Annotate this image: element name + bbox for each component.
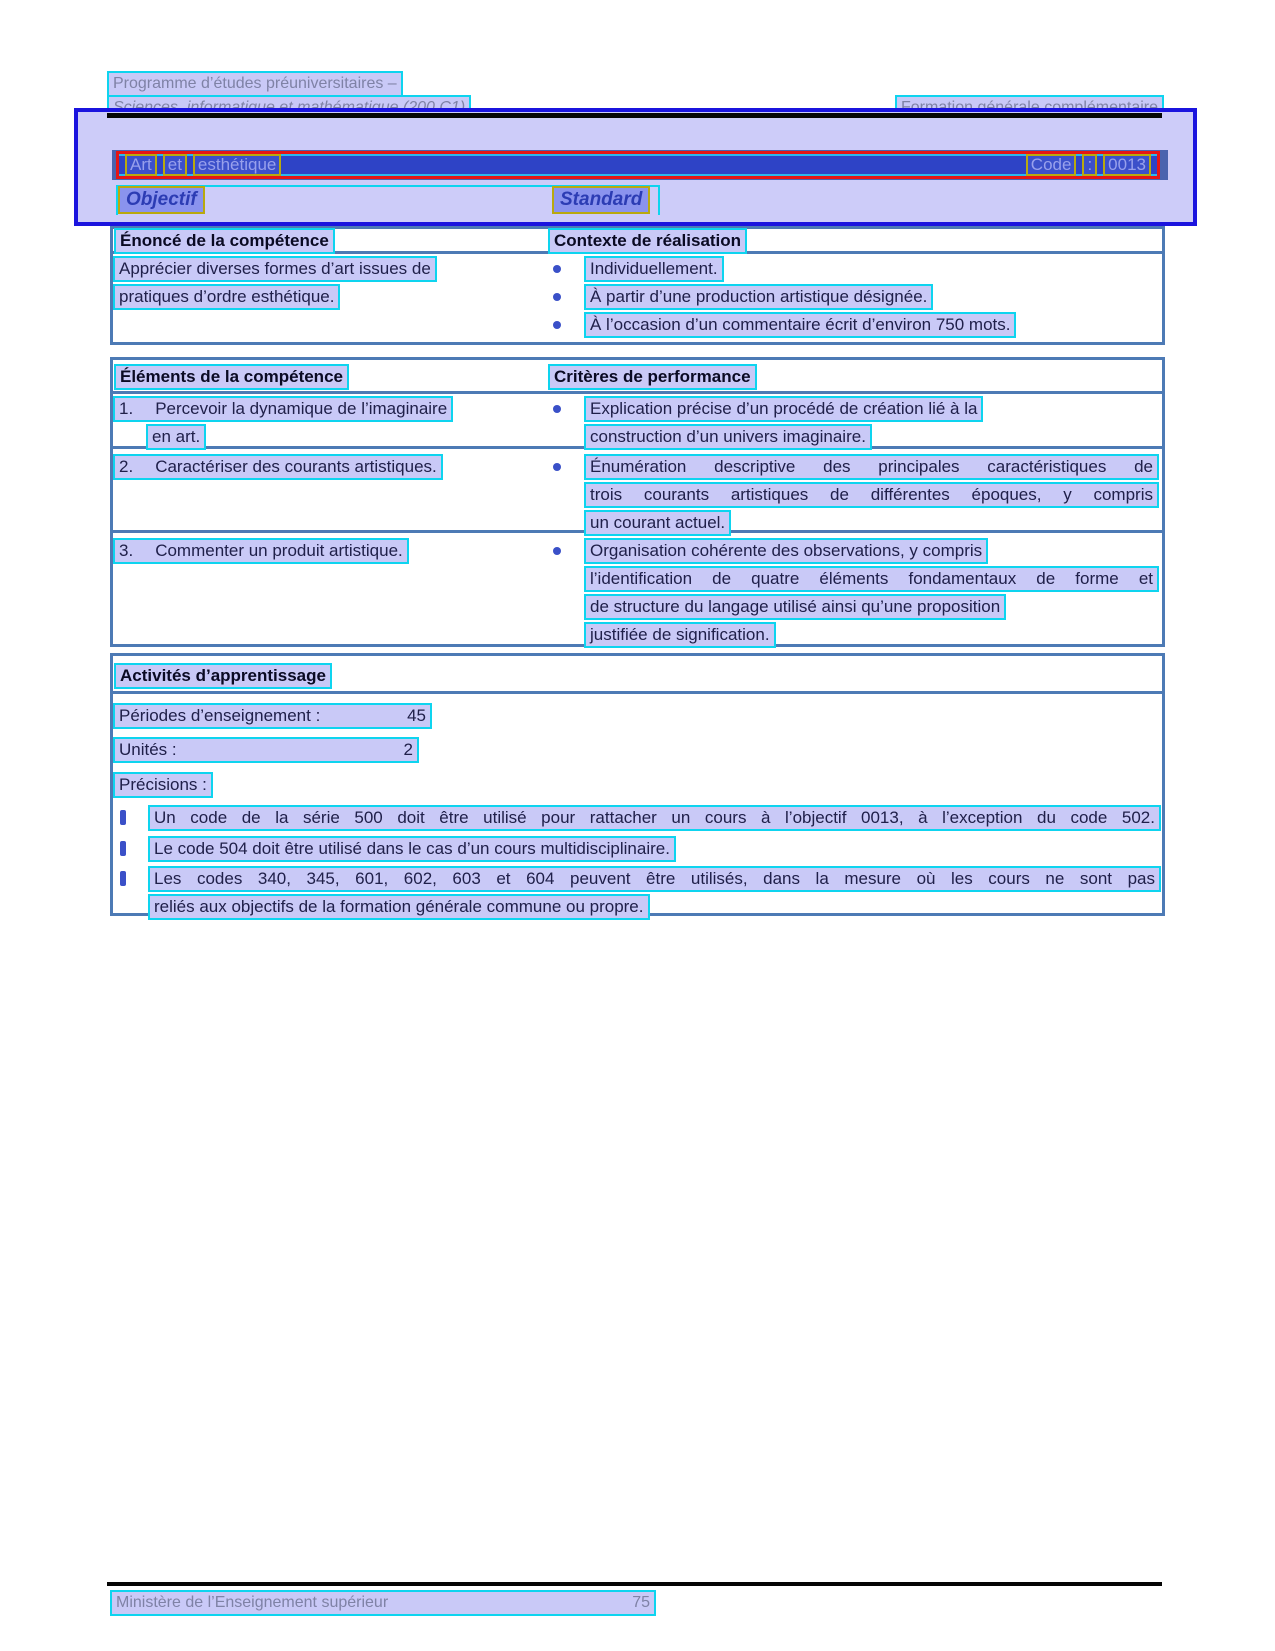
table1-bullet-item: À l’occasion d’un commentaire écrit d’environ 750 mots.	[584, 312, 1016, 338]
table2-row-right-line: Organisation cohérente des observations, y compris	[584, 538, 988, 564]
table2-row-left	[113, 396, 453, 422]
unites-value: 2	[403, 740, 413, 759]
table1-bullet-item: À partir d’une production artistique désignée.	[584, 284, 933, 310]
row-text: Percevoir la dynamique de l’imaginaire	[155, 399, 448, 418]
row-number: 3.	[119, 541, 134, 560]
course-title-word: et	[163, 154, 187, 176]
periodes-row	[113, 703, 432, 729]
square-bullet-icon	[120, 871, 126, 886]
footer-rule	[107, 1582, 1162, 1586]
footer-page-number: 75	[632, 1594, 650, 1611]
course-title-word: esthétique	[193, 154, 281, 176]
course-code-colon: :	[1082, 154, 1097, 176]
table2-col2-header: Critères de performance	[548, 364, 757, 390]
standard-heading: Standard	[552, 186, 650, 214]
precision-bullet-line: reliés aux objectifs de la formation générale commune ou propre.	[148, 894, 650, 920]
square-bullet-icon	[120, 841, 126, 856]
course-title	[125, 154, 281, 176]
table2-row-right-line: trois courants artistiques de différentes époques, y compris	[584, 482, 1159, 508]
footer-row	[110, 1590, 656, 1616]
table2-row-right-line: Explication précise d’un procédé de création lié à la	[584, 396, 983, 422]
course-title-bar-content	[119, 154, 1157, 176]
precision-bullet-line: Les codes 340, 345, 601, 602, 603 et 604 peuvent être utilisés, dans la mesure où les cours ne sont pas	[148, 866, 1161, 892]
panel-header-separator	[113, 691, 1162, 694]
row-number: 1.	[119, 399, 134, 418]
row-number: 2.	[119, 457, 134, 476]
bullet-icon	[553, 293, 561, 301]
periodes-label: Périodes d’enseignement :	[119, 706, 321, 725]
footer-ministry-label: Ministère de l’Enseignement supérieur	[116, 1594, 389, 1611]
table2-row-left	[113, 454, 443, 480]
table1-left-line: Apprécier diverses formes d’art issues de	[113, 256, 437, 282]
table2-row-left-line: en art.	[146, 424, 206, 450]
table1-col1-header: Énoncé de la compétence	[114, 228, 335, 254]
table2-row-right-line: un courant actuel.	[584, 510, 731, 536]
table2-row-left	[113, 538, 409, 564]
course-code	[1026, 154, 1151, 176]
unites-label: Unités :	[119, 740, 177, 759]
table2-row-right-line: l’identification de quatre éléments fondamentaux de forme et	[584, 566, 1159, 592]
bullet-icon	[553, 265, 561, 273]
objectif-heading: Objectif	[118, 186, 205, 214]
precisions-label: Précisions :	[113, 772, 213, 798]
table2-row-right-line: de structure du langage utilisé ainsi qu’une proposition	[584, 594, 1006, 620]
precision-bullet-line: Un code de la série 500 doit être utilisé pour rattacher un cours à l’objectif 0013, à l’exception du code 502.	[148, 805, 1161, 831]
bullet-icon	[553, 463, 561, 471]
header-rule	[107, 113, 1162, 118]
activites-header: Activités d’apprentissage	[114, 663, 332, 689]
unites-row	[113, 737, 419, 763]
course-code-label: Code	[1026, 154, 1077, 176]
header-program-line1: Programme d’études préuniversitaires –	[107, 71, 403, 97]
table1-bullet-item: Individuellement.	[584, 256, 724, 282]
table2-row-right-line: construction d’un univers imaginaire.	[584, 424, 872, 450]
bullet-icon	[553, 405, 561, 413]
course-title-word: Art	[125, 154, 157, 176]
precision-bullet-line: Le code 504 doit être utilisé dans le cas d’un cours multidisciplinaire.	[148, 836, 676, 862]
course-code-value: 0013	[1103, 154, 1151, 176]
row-text: Caractériser des courants artistiques.	[155, 457, 437, 476]
bullet-icon	[553, 321, 561, 329]
square-bullet-icon	[120, 810, 126, 825]
table2-row-right-line: Énumération descriptive des principales caractéristiques de	[584, 454, 1159, 480]
periodes-value: 45	[407, 706, 426, 725]
table1-col2-header: Contexte de réalisation	[548, 228, 747, 254]
bullet-icon	[553, 547, 561, 555]
course-title-bar	[112, 150, 1168, 180]
table2-row-right-line: justifiée de signification.	[584, 622, 776, 648]
table2-col1-header: Éléments de la compétence	[114, 364, 349, 390]
course-title-bar-selection	[116, 151, 1160, 179]
table-header-separator	[113, 391, 1162, 394]
table1-left-line: pratiques d’ordre esthétique.	[113, 284, 340, 310]
row-text: Commenter un produit artistique.	[155, 541, 403, 560]
